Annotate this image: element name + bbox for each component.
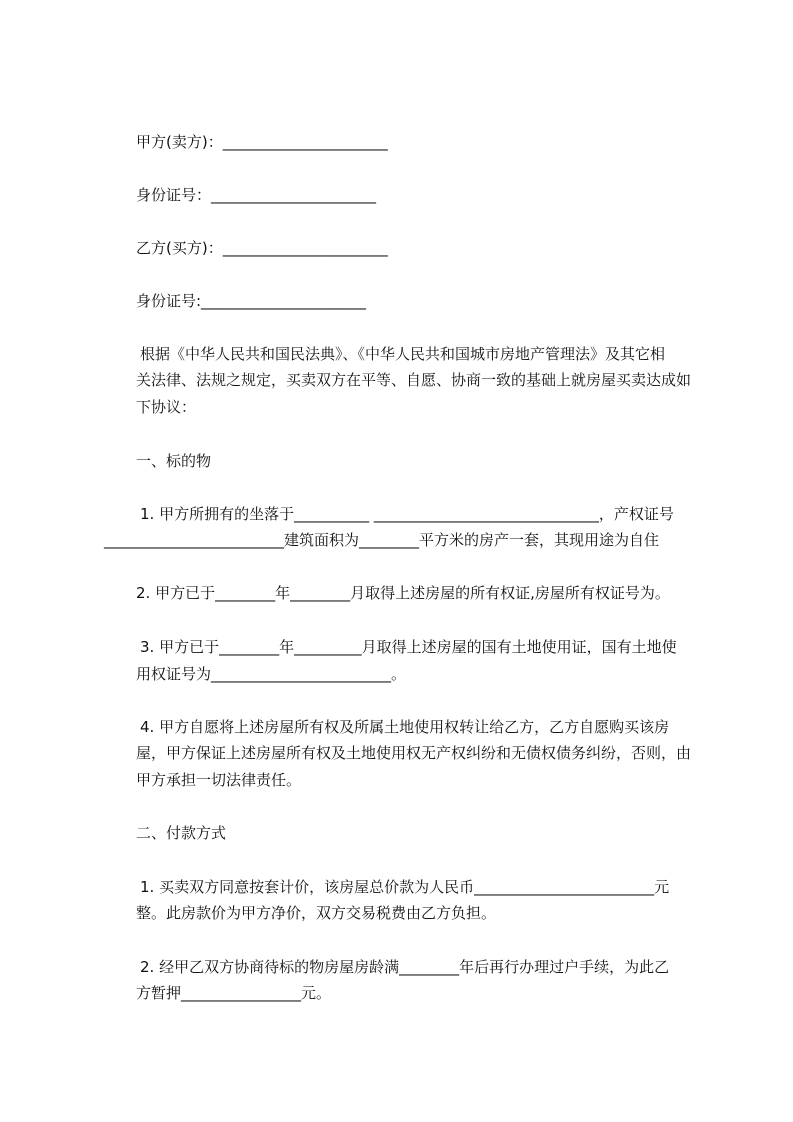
section-1-item-4-line-2: 屋，甲方保证上述房屋所有权及土地使用权无产权纠纷和无债权债务纠纷，否则，由: [136, 744, 692, 762]
party-a-id-line: 身份证号：______________________: [136, 186, 377, 204]
section-1-item-4-line-3: 甲方承担一切法律责任。: [136, 771, 302, 789]
section-1-item-4-line-1: 4. 甲方自愿将上述房屋所有权及所属土地使用权转让给乙方，乙方自愿购买该房: [140, 718, 670, 736]
section-1-item-3-line-2: 用权证号为________________________。: [136, 665, 407, 683]
section-2-item-1-line-2: 整。此房款价为甲方净价，双方交易税费由乙方负担。: [136, 904, 497, 922]
section-2-heading: 二、付款方式: [136, 824, 227, 842]
section-1-item-3-line-1: 3. 甲方已于________年_________月取得上述房屋的国有土地使用证，国有土地使: [140, 638, 677, 656]
section-1-item-1-line-2: ________________________建筑面积为________平方米的房产一套，其现用途为自住: [104, 531, 660, 549]
section-1-heading: 一、标的物: [136, 452, 212, 470]
party-b-id-line: 身份证号:______________________: [136, 292, 367, 310]
section-2-item-1-line-1: 1. 买卖双方同意按套计价，该房屋总价款为人民币________________________元: [140, 878, 670, 896]
section-2-item-2-line-2: 方暂押________________元。: [136, 984, 332, 1002]
preamble-line-1: 根据《中华人民共和国民法典》、《中华人民共和国城市房地产管理法》及其它相: [140, 345, 666, 363]
section-1-item-1-line-1: 1. 甲方所拥有的坐落于__________ ______________________________，产权证号: [140, 505, 674, 523]
preamble-line-2: 关法律、法规之规定，买卖双方在平等、自愿、协商一致的基础上就房屋买卖达成如: [136, 371, 692, 389]
party-a-seller-line: 甲方(卖方)：______________________: [136, 133, 388, 151]
section-2-item-2-line-1: 2. 经甲乙双方协商待标的物房屋房龄满________年后再行办理过户手续，为此乙: [140, 958, 670, 976]
preamble-line-3: 下协议：: [136, 398, 197, 416]
party-b-buyer-line: 乙方(买方)：______________________: [136, 239, 388, 257]
section-1-item-2: 2. 甲方已于________年________月取得上述房屋的所有权证,房屋所有权证号为。: [136, 584, 670, 602]
